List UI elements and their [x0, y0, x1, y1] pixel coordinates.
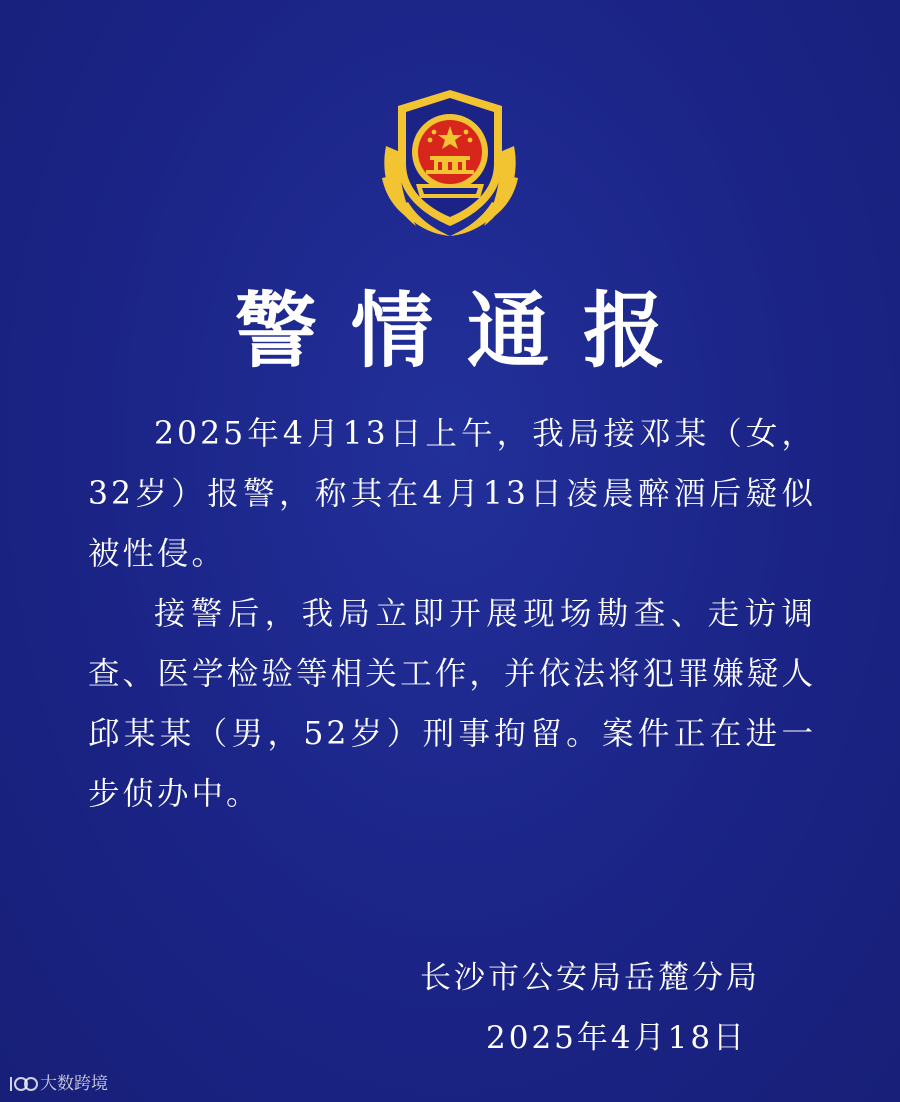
notice-paragraph-1: 2025年4月13日上午，我局接邓某（女，32岁）报警，称其在4月13日凌晨醉酒后疑似被性侵。	[88, 416, 816, 572]
watermark	[8, 1072, 108, 1096]
notice-paragraph-2: 接警后，我局立即开展现场勘查、走访调查、医学检验等相关工作，并依法将犯罪嫌疑人邱某某（男，52岁）刑事拘留。案件正在进一步侦办中。	[88, 596, 816, 812]
notice-body	[88, 404, 816, 824]
signature-block	[420, 948, 780, 1068]
issue-date: 2025年4月18日	[486, 1020, 748, 1056]
issuer-name: 长沙市公安局岳麓分局	[420, 960, 760, 996]
page-title: 警情通报	[234, 284, 699, 379]
police-emblem-icon	[376, 86, 524, 242]
watermark-text: 大数跨境	[40, 1074, 108, 1094]
watermark-logo-icon	[8, 1073, 38, 1095]
